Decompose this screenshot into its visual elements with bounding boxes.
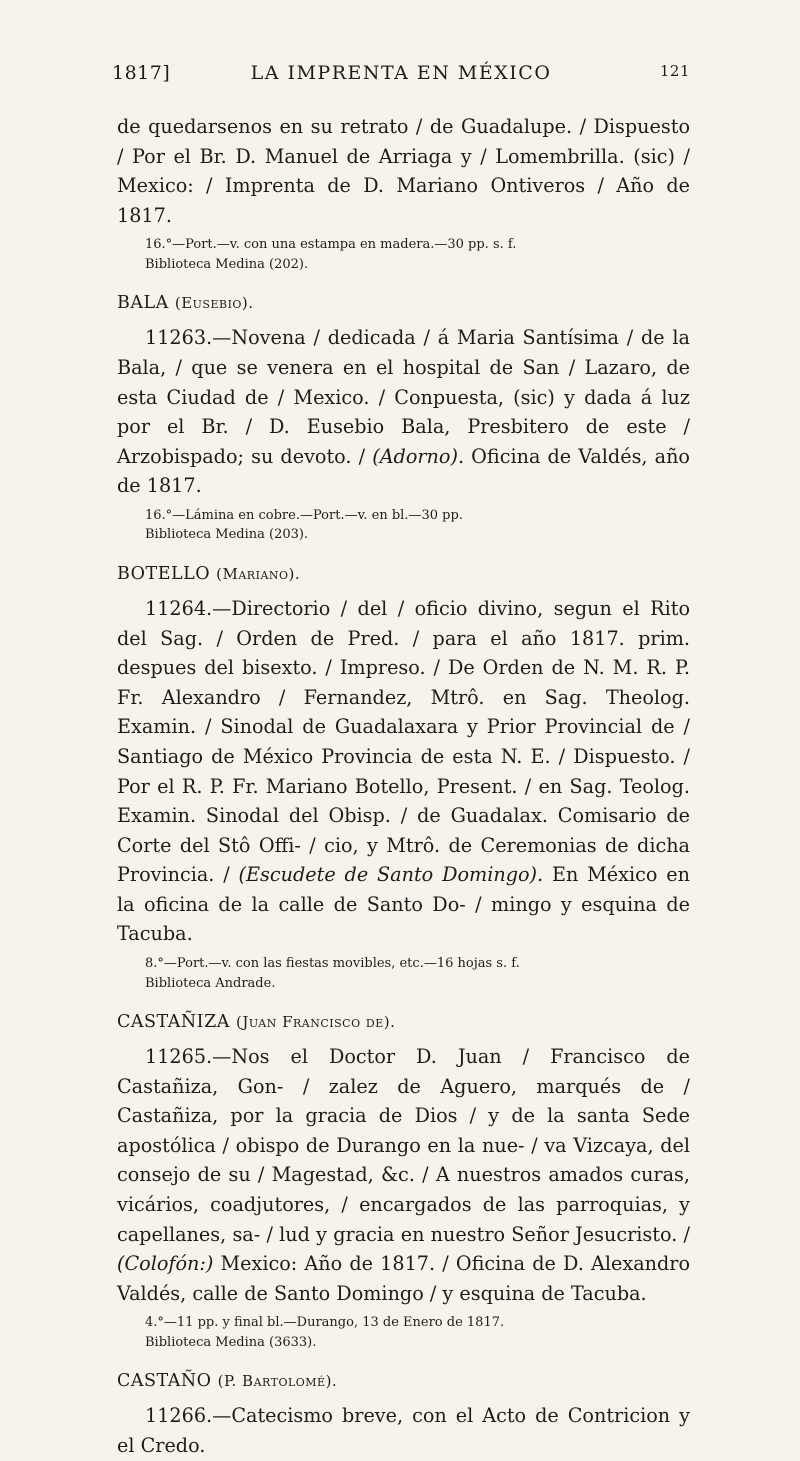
entry-italic-note: (Escudete de Santo Domingo). [238, 863, 544, 887]
author-forename: (Juan Francisco de). [235, 1013, 396, 1032]
entry-library: Biblioteca Andrade. [145, 975, 276, 991]
entry-body: de quedarsenos en su retrato / de Guadalupe. / Dispuesto / Por el Br. D. Manuel de Arriaga y / Lomembrilla. (sic) / Mexico: / Imprenta de D. Mariano Ontiveros / Año de 1817. [117, 115, 690, 227]
author-surname: CASTAÑO [117, 1371, 212, 1392]
entry-description: 16.°—Lámina en cobre.—Port.—v. en bl.—30 pp. [145, 507, 463, 523]
entry-body [117, 323, 690, 501]
bibliography-text [117, 112, 690, 1461]
entry-description: 16.°—Port.—v. con una estampa en madera.—30 pp. s. f. [145, 237, 517, 253]
entry-11262-continuation [117, 112, 690, 274]
entry-italic-note: (Colofón:) [117, 1252, 214, 1276]
entry-heading [117, 1369, 690, 1393]
page-number: 121 [659, 62, 690, 80]
entry-text-part: 11265.—Nos el Doctor D. Juan / Francisco de Castañiza, Gon- / zalez de Aguero, marqués de / Castañiza, por la gracia de Dios / y de la santa Sede apostólica / obispo de Durango en la nue- / va Vizcaya, del consejo de su / Magestad, &c. / A nuestros amados curas, vicários, coadjutores, / encargados de las parroquias, y capellanes, sa- / lud y gracia en nuestro Señor Jesucristo. / [117, 1045, 690, 1246]
author-forename: (Mariano). [216, 564, 301, 583]
entry-body [117, 594, 690, 949]
author-forename: (P. Bartolomé). [217, 1372, 338, 1391]
entry-11266 [117, 1369, 690, 1460]
entry-text-part: Oficina de Valdés, año de 1817. [117, 444, 690, 498]
entry-description: 8.°—Port.—v. con las fiestas movibles, etc.—16 hojas s. f. [145, 956, 520, 972]
entry-text-part: 11263.—Novena / dedicada / á Maria Santísima / de la Bala, / que se venera en el hospital de San / Lazaro, de esta Ciudad de / Mexico. / Conpuesta, (sic) y dada á luz por el Br. / D. Eusebio Bala, Presbitero de este / Arzobispado; su devoto. / [117, 326, 690, 468]
entry-heading [117, 291, 690, 315]
entry-11265 [117, 1010, 690, 1352]
entry-text-part: En México en la oficina de la calle de Santo Do- / mingo y esquina de Tacuba. [117, 863, 690, 946]
entry-notes [145, 954, 690, 993]
entry-text-part: Mexico: Año de 1817. / Oficina de D. Alexandro Valdés, calle de Santo Domingo / y esquina de Tacuba. [117, 1252, 690, 1305]
entry-body [117, 1042, 690, 1308]
running-head [112, 62, 690, 88]
entry-body: 11266.—Catecismo breve, con el Acto de Contricion y el Credo. [117, 1404, 690, 1457]
entry-heading [117, 562, 690, 586]
entry-library: Biblioteca Medina (203). [145, 527, 309, 543]
entry-11263 [117, 291, 690, 545]
entry-library: Biblioteca Medina (3633). [145, 1334, 317, 1350]
entry-library: Biblioteca Medina (202). [145, 256, 309, 272]
entry-notes [145, 235, 690, 274]
author-forename: (Eusebio). [174, 294, 254, 313]
entry-italic-note: (Adorno). [372, 444, 465, 468]
author-surname: BOTELLO [117, 563, 211, 584]
running-head-year: 1817] [112, 62, 171, 84]
author-surname: BALA [117, 293, 169, 314]
entry-notes [145, 1313, 690, 1352]
running-head-title: LA IMPRENTA EN MÉXICO [250, 62, 552, 84]
author-surname: CASTAÑIZA [117, 1012, 230, 1033]
entry-heading [117, 1010, 690, 1034]
entry-text-part: 11264.—Directorio / del / oficio divino, segun el Rito del Sag. / Orden de Pred. / para el año 1817. prim. despues del bisexto. / Impreso. / De Orden de N. M. R. P. Fr. Alexandro / Fernandez, Mtrô. en Sag. Theolog. Examin. / Sinodal de Guadalaxara y Prior Provincial de / Santiago de México Provincia de esta N. E. / Dispuesto. / Por el R. P. Fr. Mariano Botello, Present. / en Sag. Teolog. Examin. Sinodal del Obisp. / de Guadalax. Comisario de Corte del Stô Offi- / cio, y Mtrô. de Ceremonias de dicha Provincia. / [117, 596, 690, 887]
entry-11264 [117, 562, 690, 993]
entry-notes [145, 506, 690, 545]
entry-description: 4.°—11 pp. y final bl.—Durango, 13 de Enero de 1817. [145, 1315, 505, 1331]
